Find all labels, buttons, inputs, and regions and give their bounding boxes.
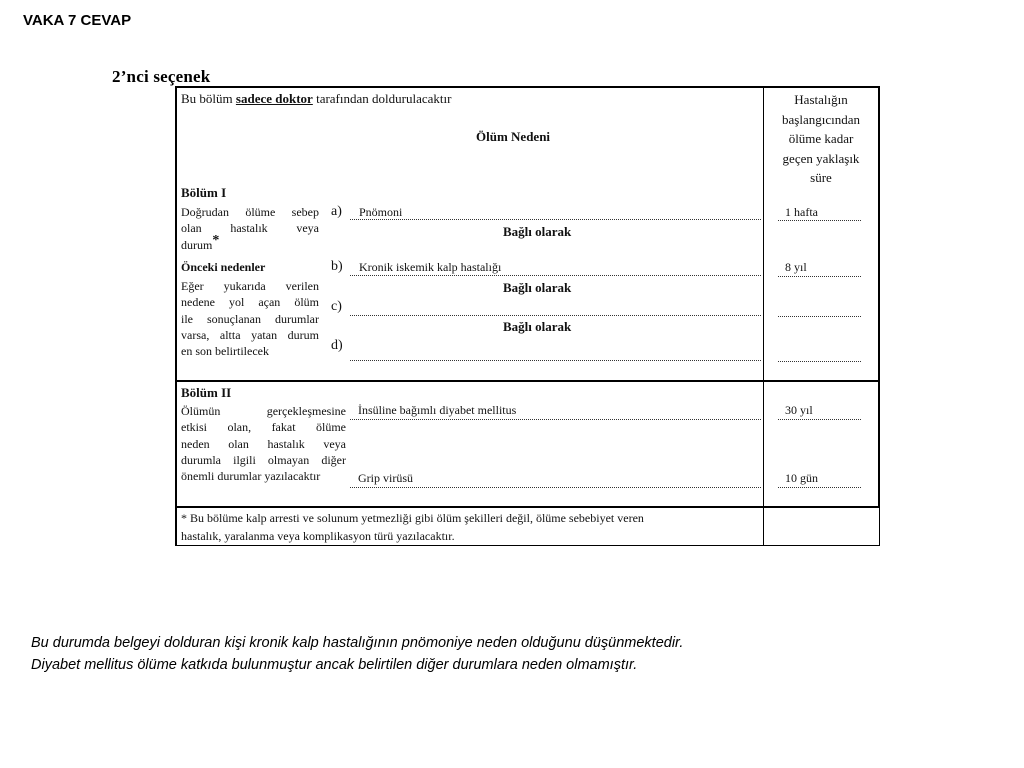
part-divider <box>175 380 880 382</box>
cause-of-death-title: Ölüm Nedeni <box>476 129 551 144</box>
interval-line-d <box>778 361 861 362</box>
cause-row-b: Kronik iskemik kalp hastalığı <box>359 260 502 274</box>
part2-interval-row-1: 30 yıl <box>785 403 813 417</box>
row-marker-c: c) <box>331 299 342 314</box>
antecedent-causes-description: Eğer yukarıda verilen nedene yol açan ölüm ile sonuçlanan durumlar varsa, altta yatan durum en son belirtilecek <box>181 279 319 359</box>
cause-line-d <box>350 360 761 361</box>
form-footnote-line-1: * Bu bölüme kalp arresti ve solunum yetmezliği gibi ölüm şekilleri değil, ölüme sebebiyet veren <box>181 511 644 525</box>
direct-cause-description: Doğrudan ölüme sebep olan hastalık veya durum* <box>181 205 319 252</box>
footnote-bottom-border <box>175 545 880 546</box>
explanation-note-2: Diyabet mellitus ölüme katkıda bulunmuştur ancak belirtilen diğer durumlara neden olmamıştır. <box>31 657 638 673</box>
part2-interval-row-2: 10 gün <box>785 471 818 485</box>
cause-line-b <box>350 275 761 276</box>
option-heading: 2’nci seçenek <box>112 67 211 86</box>
explanation-note-1: Bu durumda belgeyi dolduran kişi kronik kalp hastalığının pnömoniye neden olduğunu düşünmektedir. <box>31 635 684 651</box>
row-marker-a: a) <box>331 204 342 219</box>
interval-header: Hastalığın başlangıcından ölüme kadar geçen yaklaşık süre <box>782 92 860 185</box>
explanation-notes <box>31 632 683 676</box>
cause-row-a: Pnömoni <box>359 205 403 219</box>
cause-line-a <box>350 219 761 220</box>
interval-line-c <box>778 316 861 317</box>
antecedent-causes-title: Önceki nedenler <box>181 260 266 274</box>
header-emphasis: sadece doktor <box>235 91 313 106</box>
interval-row-a: 1 hafta <box>785 205 818 219</box>
part2-cause-line-2 <box>350 487 761 488</box>
form-footnote-line-2: hastalık, yaralanma veya komplikasyon türü yazılacaktır. <box>181 529 455 543</box>
row-marker-b: b) <box>331 259 343 274</box>
part1-title: Bölüm I <box>181 185 227 200</box>
form-left-border <box>175 86 177 546</box>
form-top-border <box>175 86 880 88</box>
part2-interval-line-1 <box>778 419 861 420</box>
cause-line-c <box>350 315 761 316</box>
part2-cause-row-2: Grip virüsü <box>358 471 413 485</box>
part2-bottom-border <box>175 506 880 508</box>
due-to-label-1: Bağlı olarak <box>503 224 572 239</box>
interval-row-b: 8 yıl <box>785 260 807 274</box>
footnote-right-border <box>879 506 880 546</box>
interval-line-b <box>778 276 861 277</box>
slide-title: VAKA 7 CEVAP <box>23 12 132 29</box>
row-marker-d: d) <box>331 338 343 353</box>
part2-description: Ölümün gerçekleşmesine etkisi olan, fakat ölüme neden olan hastalık veya durumla ilgili olmayan diğer önemli durumlar yazılacaktır <box>181 404 346 484</box>
part2-cause-row-1: İnsüline bağımlı diyabet mellitus <box>358 403 517 417</box>
part2-cause-line-1 <box>350 419 761 420</box>
part2-interval-line-2 <box>778 487 861 488</box>
interval-line-a <box>778 220 861 221</box>
due-to-label-2: Bağlı olarak <box>503 280 572 295</box>
due-to-label-3: Bağlı olarak <box>503 319 572 334</box>
part2-title: Bölüm II <box>181 385 232 400</box>
form-header: Bu bölüm sadece doktor tarafından doldurulacaktır <box>181 91 452 106</box>
form-right-border <box>878 86 880 507</box>
